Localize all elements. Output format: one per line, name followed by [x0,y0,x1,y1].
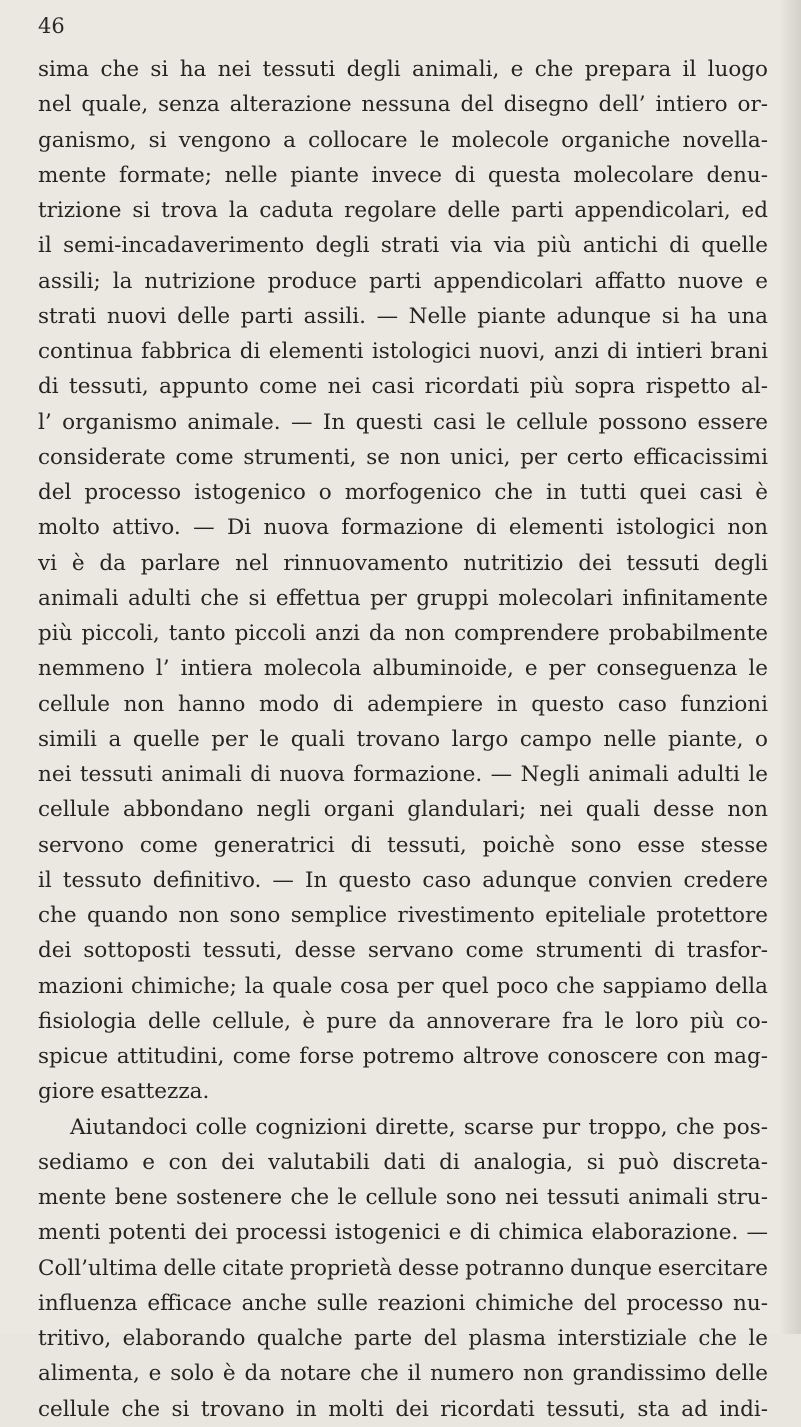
text-line: vi è da parlare nel rinnuovamento nutritizio dei tessuti degli [38,550,768,576]
text-line: nel quale, senza alterazione nessuna del disegno dell’ intiero or- [38,92,768,118]
text-line: di tessuti, appunto come nei casi ricordati più sopra rispetto al- [38,374,768,400]
text-line: nemmeno l’ intiera molecola albuminoide, e per conseguenza le [38,656,768,682]
text-line: tritivo, elaborando qualche parte del plasma interstiziale che le [38,1326,768,1351]
page-number: 46 [38,14,65,38]
text-line: simili a quelle per le quali trovano largo campo nelle piante, o [38,726,768,752]
paragraph-start-line: Aiutandoci colle cognizioni dirette, scarse pur troppo, che pos- [70,1114,768,1140]
text-line: spicue attitudini, come forse potremo altrove conoscere con mag- [38,1044,768,1069]
text-line: servono come generatrici di tessuti, poichè sono esse stesse [38,832,768,858]
text-line: sediamo e con dei valutabili dati di analogia, si può discreta- [38,1149,768,1175]
text-line: del processo istogenico o morfogenico che in tutti quei casi è [38,480,768,505]
text-line: cellule non hanno modo di adempiere in questo caso funzioni [38,691,768,717]
text-line: fisiologia delle cellule, è pure da annoverare fra le loro più co- [38,1008,768,1034]
text-line: menti potenti dei processi istogenici e di chimica elaborazione. — [38,1220,768,1246]
text-line: considerate come strumenti, se non unici, per certo efficacissimi [38,444,768,470]
text-line: l’ organismo animale. — In questi casi le cellule possono essere [38,409,768,435]
page-edge-shadow [779,0,801,1334]
text-line: più piccoli, tanto piccoli anzi da non comprendere probabilmente [38,621,768,646]
text-line: che quando non sono semplice rivestimento epiteliale protettore [38,903,768,928]
text-line: mazioni chimiche; la quale cosa per quel poco che sappiamo della [38,973,768,999]
text-line: molto attivo. — Di nuova formazione di elementi istologici non [38,515,768,541]
body-text [38,52,768,1427]
text-line: cellule abbondano negli organi glandulari; nei quali desse non [38,797,768,823]
text-line: mente bene sostenere che le cellule sono nei tessuti animali stru- [38,1185,768,1210]
text-line: nei tessuti animali di nuova formazione. — Negli animali adulti le [38,762,768,787]
paragraph-end-line: giore esattezza. [38,1079,210,1105]
text-line: ganismo, si vengono a collocare le molecole organiche novella- [38,127,768,153]
text-line: strati nuovi delle parti assili. — Nelle piante adunque si ha una [38,303,768,329]
text-line: Coll’ultima delle citate proprietà desse potranno dunque esercitare [38,1255,768,1281]
text-line: trizione si trova la caduta regolare delle parti appendicolari, ed [38,198,768,223]
text-line: alimenta, e solo è da notare che il numero non grandissimo delle [38,1361,768,1387]
text-line: assili; la nutrizione produce parti appendicolari affatto nuove e [38,268,768,294]
text-line: continua fabbrica di elementi istologici nuovi, anzi di intieri brani [38,339,768,364]
text-line: animali adulti che si effettua per gruppi molecolari infinitamente [38,585,768,611]
text-line: mente formate; nelle piante invece di questa molecolare denu- [38,162,768,188]
text-line: dei sottoposti tessuti, desse servano come strumenti di trasfor- [38,938,768,964]
text-line: il tessuto definitivo. — In questo caso adunque convien credere [38,867,768,893]
text-line: il semi-incadaverimento degli strati via via più antichi di quelle [38,233,768,259]
text-line: sima che si ha nei tessuti degli animali, e che prepara il luogo [38,57,768,82]
text-line: cellule che si trovano in molti dei ricordati tessuti, sta ad indi- [38,1396,768,1422]
text-line: influenza efficace anche sulle reazioni chimiche del processo nu- [38,1290,768,1316]
